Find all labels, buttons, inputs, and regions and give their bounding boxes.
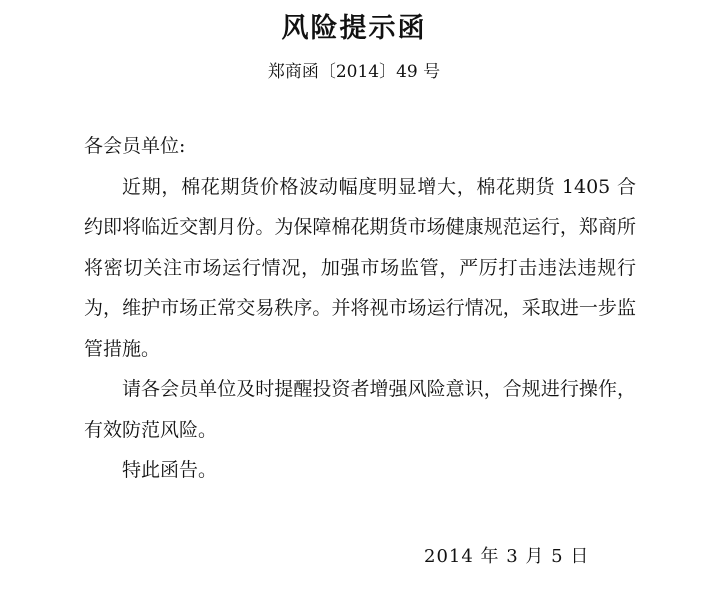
document-body: [84, 126, 636, 491]
document-date: 2014 年 3 月 5 日: [424, 546, 590, 567]
paragraph-3: 特此函告。: [122, 459, 218, 481]
document-number: 郑商函〔2014〕49 号: [267, 62, 441, 82]
document-title: 风险提示函: [281, 13, 427, 44]
salutation: 各会员单位:: [84, 135, 186, 157]
paragraph-2: 请各会员单位及时提醒投资者增强风险意识，合规进行操作，有效防范风险。: [84, 378, 636, 441]
paragraph-1: 近期，棉花期货价格波动幅度明显增大，棉花期货 1405 合约即将临近交割月份。为保障棉花期货市场健康规范运行，郑商所将密切关注市场运行情况，加强市场监管，严厉打击违法违规行为，维护市场正常交易秩序。并将视市场运行情况，采取进一步监管措施。: [84, 175, 636, 360]
